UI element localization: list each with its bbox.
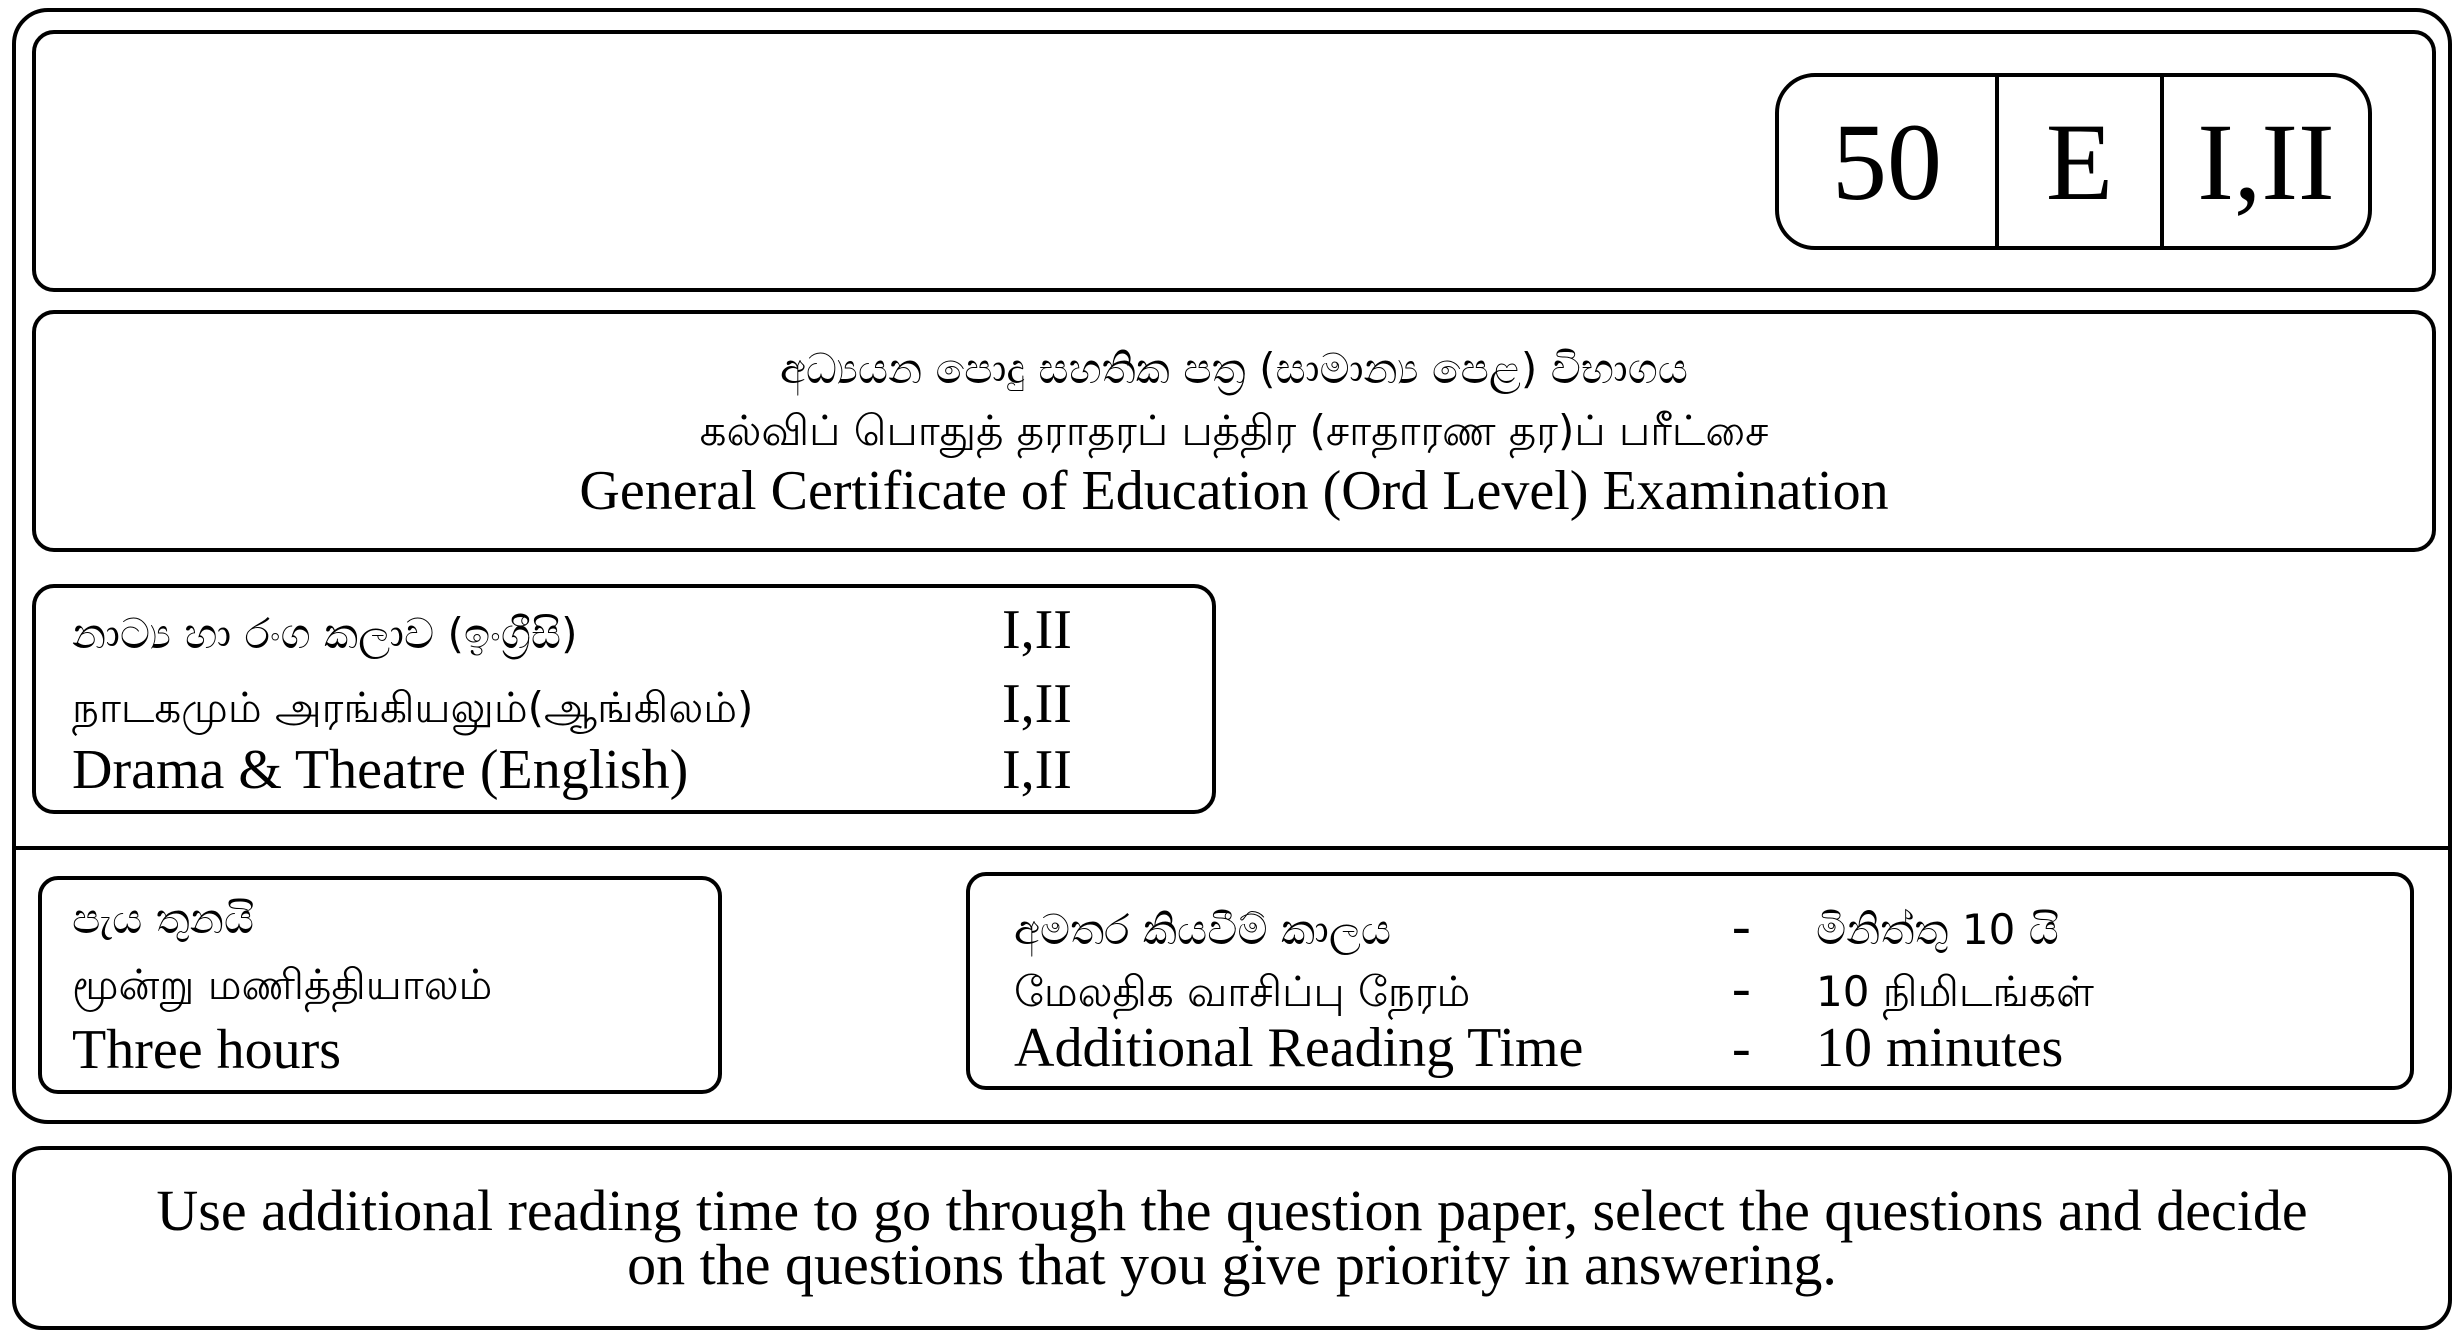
subject-row-sinhala bbox=[72, 598, 1072, 662]
reading-value-english: 10 minutes bbox=[1816, 1017, 2064, 1079]
reading-label-english: Additional Reading Time bbox=[1014, 1017, 1584, 1079]
subject-box bbox=[32, 584, 1216, 814]
reading-dash: - bbox=[1732, 957, 1751, 1019]
reading-row-tamil bbox=[1014, 956, 2094, 1022]
exam-title-sinhala: අධ්‍යයන පොදු සහතික පත්‍ර (සාමාන්‍ය පෙළ) විභාගය bbox=[780, 344, 1688, 393]
exam-title-tamil: கல்விப் பொதுத் தராதரப் பத்திர (சாதாரண தர)ப் பரீட்சை bbox=[699, 406, 1769, 455]
subject-paper-code: I,II bbox=[1002, 739, 1072, 801]
subject-sinhala: නාට්‍ය හා රංග කලාව (ඉංග්‍රීසි) bbox=[72, 609, 578, 658]
subject-tamil: நாடகமும் அரங்கியலும்(ஆங்கிலம்) bbox=[72, 683, 754, 732]
section-divider bbox=[12, 846, 2452, 850]
duration-sinhala: පැය තුනයි bbox=[72, 894, 255, 943]
reading-value-tamil: 10 நிமிடங்கள் bbox=[1816, 967, 2094, 1016]
subject-english: Drama & Theatre (English) bbox=[72, 739, 689, 801]
instruction-box bbox=[12, 1146, 2452, 1330]
paper-code-box bbox=[1775, 73, 2372, 250]
paper-numbers: I,II bbox=[2197, 100, 2335, 223]
instruction-line-2: on the questions that you give priority in answering. bbox=[627, 1232, 1837, 1297]
duration-english: Three hours bbox=[72, 1019, 342, 1081]
subject-row-tamil bbox=[72, 672, 1072, 738]
reading-value-sinhala: මිනිත්තු 10 යි bbox=[1816, 905, 2059, 954]
reading-label-tamil: மேலதிக வாசிப்பு நேரம் bbox=[1014, 967, 1471, 1016]
subject-number: 50 bbox=[1779, 77, 1999, 246]
subject-paper-code: I,II bbox=[1002, 599, 1072, 661]
reading-label-sinhala: අමතර කියවීම් කාලය bbox=[1014, 905, 1392, 954]
reading-time-box bbox=[966, 872, 2414, 1090]
subject-paper-code: I,II bbox=[1002, 673, 1072, 735]
duration-box bbox=[38, 876, 722, 1094]
subject-row-english bbox=[72, 738, 1072, 802]
reading-row-sinhala bbox=[1014, 894, 2059, 958]
exam-title-box bbox=[32, 310, 2436, 552]
duration-tamil: மூன்று மணித்தியாலம் bbox=[72, 960, 493, 1009]
instruction-line-1: Use additional reading time to go through the question paper, select the questions and decide bbox=[156, 1178, 2308, 1243]
exam-title-english: General Certificate of Education (Ord Level) Examination bbox=[579, 460, 1889, 522]
reading-dash: - bbox=[1732, 1017, 1751, 1079]
reading-dash: - bbox=[1732, 895, 1751, 957]
medium-code: E bbox=[1999, 77, 2164, 246]
reading-row-english bbox=[1014, 1016, 2063, 1080]
